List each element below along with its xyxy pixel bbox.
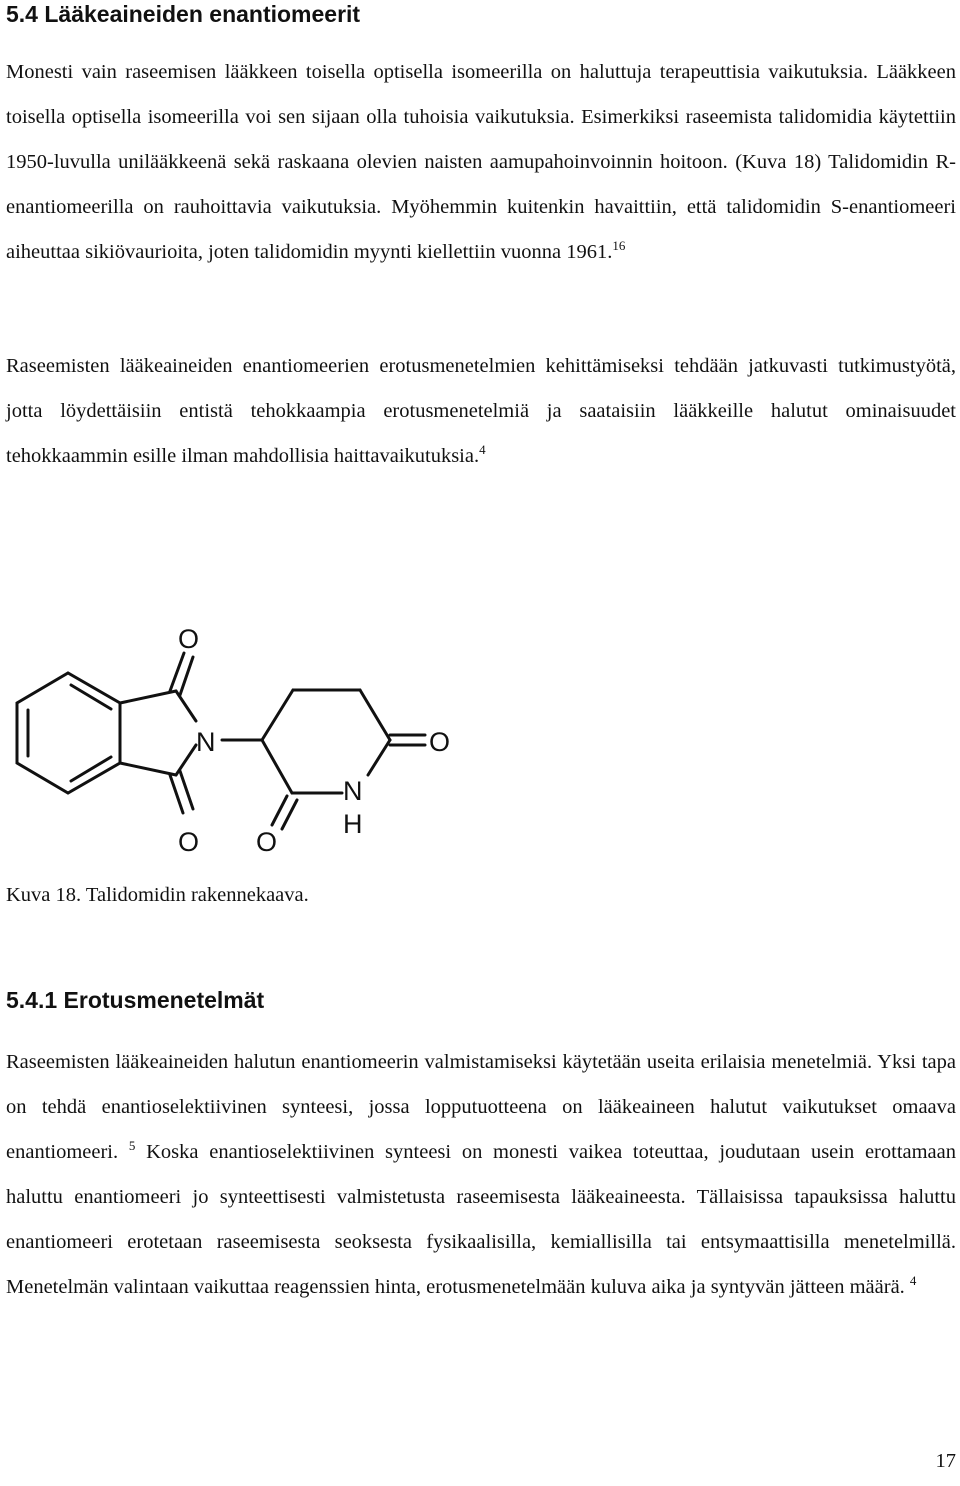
atom-nitrogen-imide: N (196, 727, 216, 757)
paragraph-intro-text: Monesti vain raseemisen lääkkeen toisella optisella isomeerilla on haluttuja terapeuttisia vaikutuksia. Lääkkeen toisella optisella isomeerilla voi sen sijaan olla tuhoisia vaikutuksia. Esimerkiksi raseemista talidomidia käytettiin 1950-luvulla unilääkkeenä sekä raskaana olevien naisten aamupahoinvoinnin hoitoon. (Kuva 18) Talidomidin R-enantiomeerilla on rauhoittavia vaikutuksia. Myöhemmin kuitenkin havaittiin, että talidomidin S-enantiomeeri aiheuttaa sikiövaurioita, joten talidomidin myynti kiellettiin vuonna 1961. (6, 61, 956, 263)
subsection-heading: 5.4.1 Erotusmenetelmät (6, 987, 265, 1013)
atom-nitrogen-amide: N (343, 776, 363, 806)
atom-oxygen-bottom-left: O (178, 827, 200, 857)
figure-caption: Kuva 18. Talidomidin rakennekaava. (6, 884, 309, 906)
section-heading: 5.4 Lääkeaineiden enantiomeerit (6, 1, 361, 27)
citation-ref: 5 (128, 1138, 136, 1154)
benzene-ring (17, 673, 120, 793)
paragraph-methods-text-a: Raseemisten lääkeaineiden halutun enantiomeerin valmistamiseksi käytetään useita erilaisia menetelmiä. Yksi tapa on tehdä enantioselektiivinen synteesi, jossa lopputuotteena on lääkeaineen halutut vaikutukset omaava enantiomeeri. (6, 1051, 956, 1163)
atom-hydrogen-amide: H (343, 809, 363, 839)
citation-ref: 4 (479, 442, 486, 458)
paragraph-research-text: Raseemisten lääkeaineiden enantiomeerien erotusmenetelmien kehittämiseksi tehdään jatkuvasti tutkimustyötä, jotta löydettäisiin entistä tehokkaampia erotusmenetelmiä ja saataisiin lääkkeille halutut ominaisuudet tehokkaammin esille ilman mahdollisia haittavaikutuksia. (6, 355, 956, 467)
thalidomide-structure-figure (10, 615, 470, 860)
atom-oxygen-bottom-mid: O (256, 827, 278, 857)
paragraph-research (6, 344, 956, 479)
page-number: 17 (935, 1450, 956, 1472)
atom-oxygen-right: O (429, 727, 451, 757)
paragraph-methods-text-b: Koska enantioselektiivinen synteesi on monesti vaikea toteuttaa, joudutaan usein erottamaan haluttu enantiomeeri jo synteettisesti valmistetusta raseemisesta lääkeaineesta. Tällaisissa tapauksissa haluttu enantiomeeri erotetaan raseemisesta seoksesta fysikaalisilla, kemiallisilla tai entsymaattisilla menetelmillä. Menetelmän valintaan vaikuttaa reagenssien hinta, erotusmenetelmään kuluva aika ja syntyvän jätteen määrä. (6, 1141, 957, 1298)
citation-ref: 4 (909, 1273, 917, 1289)
atom-oxygen-top: O (178, 624, 200, 654)
paragraph-methods (6, 1040, 956, 1310)
citation-ref: 16 (612, 238, 626, 254)
paragraph-intro (6, 50, 956, 275)
